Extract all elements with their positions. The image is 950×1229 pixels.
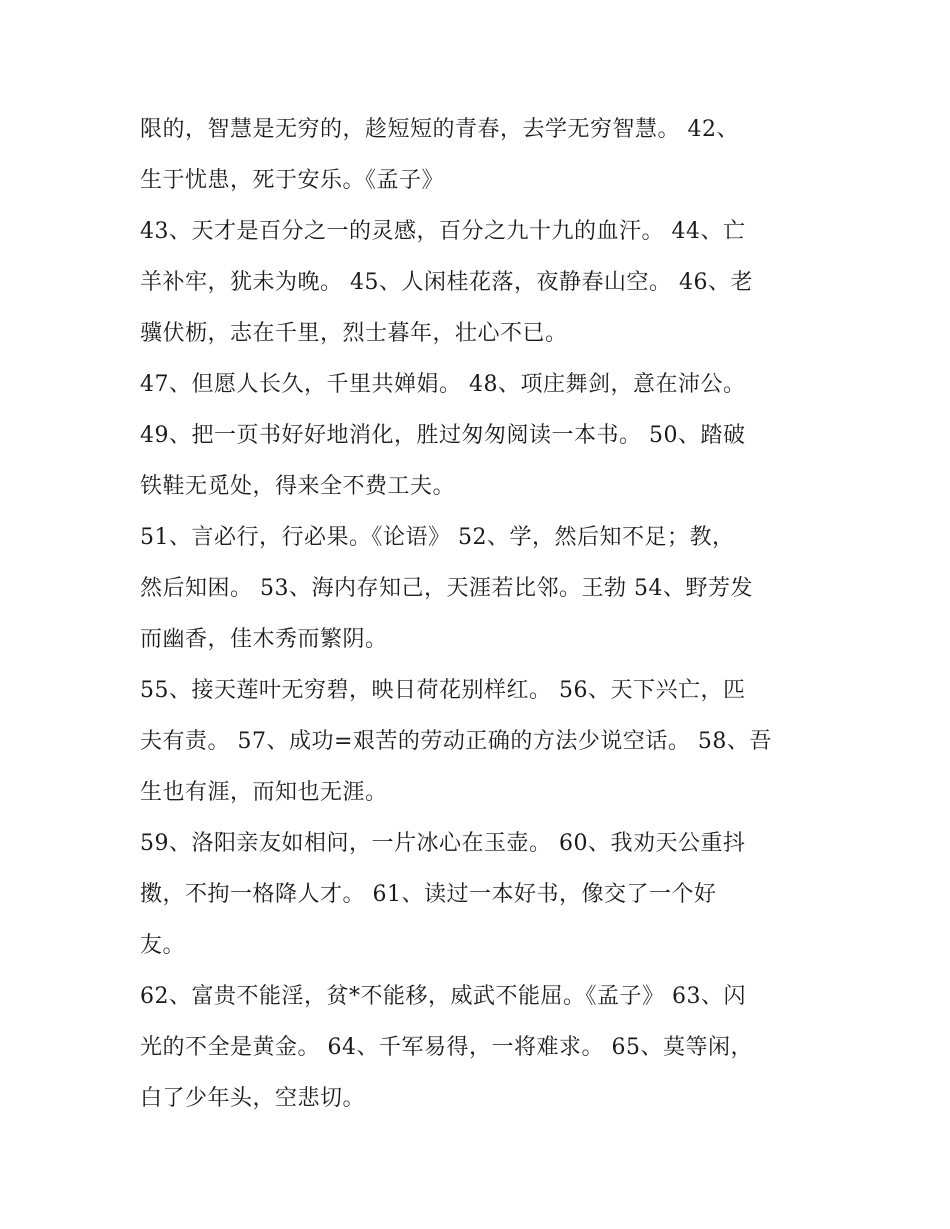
text-line-11: 而幽香，佳木秀而繁阴。 xyxy=(140,627,388,652)
text-line-16: 擞，不拘一格降人才。 61、读过一本好书，像交了一个好 xyxy=(140,882,717,907)
text-line-17: 友。 xyxy=(140,933,186,958)
text-line-2: 生于忧患，死于安乐。《孟子》 xyxy=(140,168,445,193)
text-line-14: 生也有涯，而知也无涯。 xyxy=(140,780,388,805)
text-line-8: 铁鞋无觅处，得来全不费工夫。 xyxy=(140,474,456,499)
text-line-15: 59、洛阳亲友如相问，一片冰心在玉壶。 60、我劝天公重抖 xyxy=(140,831,746,856)
text-line-1: 限的，智慧是无穷的，趁短短的青春，去学无穷智慧。 42、 xyxy=(140,117,739,142)
text-line-7: 49、把一页书好好地消化，胜过匆匆阅读一本书。 50、踏破 xyxy=(140,423,746,448)
text-line-4: 羊补牢，犹未为晚。 45、人闲桂花落，夜静春山空。 46、老 xyxy=(140,270,753,295)
text-line-9: 51、言必行，行必果。《论语》 52、学，然后知不足；教， xyxy=(140,525,735,550)
text-line-13: 夫有责。 57、成功=艰苦的劳动正确的方法少说空话。 58、吾 xyxy=(140,729,772,754)
document-body xyxy=(140,104,840,1124)
text-line-20: 白了少年头，空悲切。 xyxy=(140,1086,366,1111)
text-line-19: 光的不全是黄金。 64、千军易得，一将难求。 65、莫等闲， xyxy=(140,1035,753,1060)
text-line-12: 55、接天莲叶无穷碧，映日荷花别样红。 56、天下兴亡，匹 xyxy=(140,678,746,703)
text-line-5: 骥伏枥，志在千里，烈士暮年，壮心不已。 xyxy=(140,321,568,346)
text-line-3: 43、天才是百分之一的灵感，百分之九十九的血汗。 44、亡 xyxy=(140,219,746,244)
text-line-18: 62、富贵不能淫，贫*不能移，威武不能屈。《孟子》 63、闪 xyxy=(140,984,746,1009)
text-line-10: 然后知困。 53、海内存知己，天涯若比邻。王勃 54、野芳发 xyxy=(140,576,753,601)
text-line-6: 47、但愿人长久，千里共婵娟。 48、项庄舞剑，意在沛公。 xyxy=(140,372,746,397)
